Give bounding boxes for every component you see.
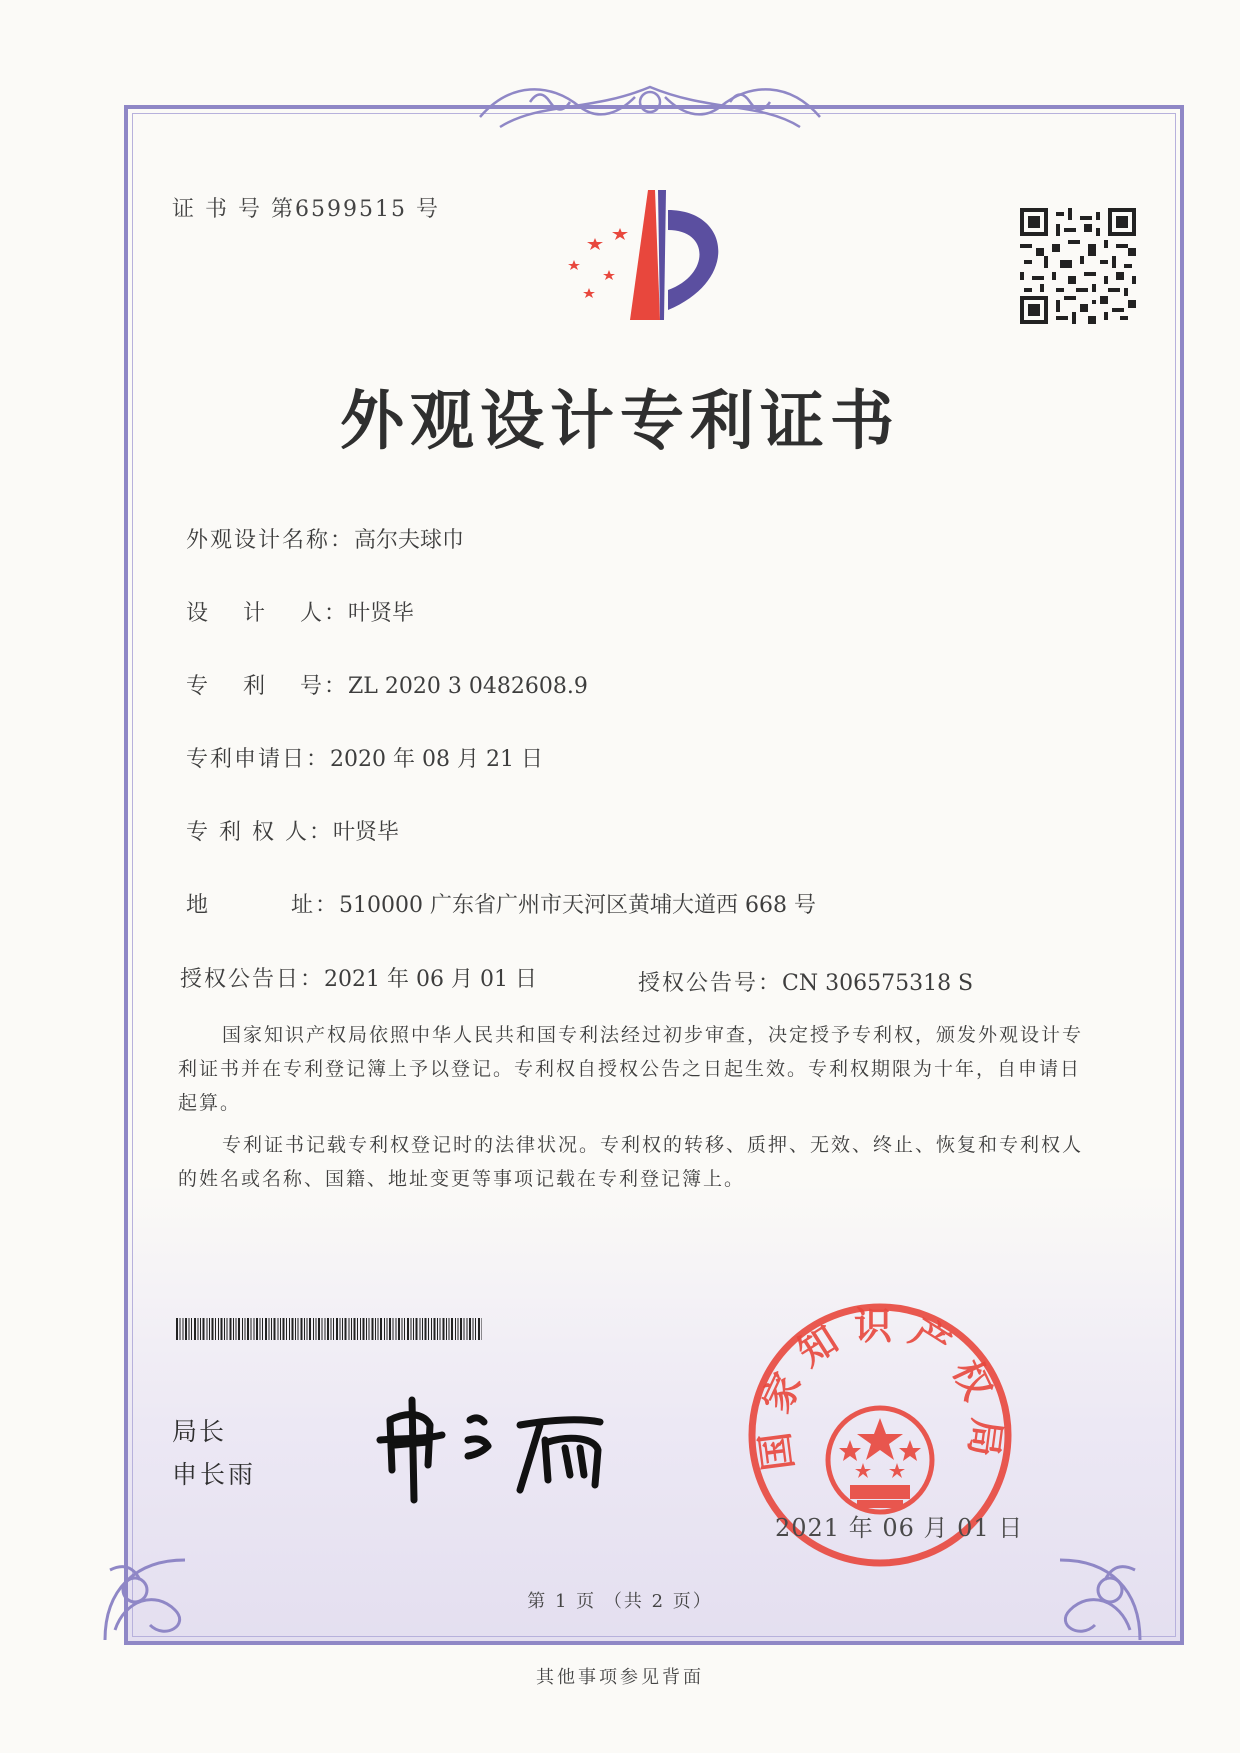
svg-text:国家知识产权局: 国家知识产权局	[749, 1302, 1011, 1474]
field-value: 叶贤毕	[332, 820, 399, 845]
back-note: 其他事项参见背面	[536, 1667, 704, 1688]
field-value: ZL 2020 3 0482608.9	[348, 674, 588, 699]
field-grant-no	[638, 966, 973, 997]
field-label: 授权公告号：	[638, 971, 783, 996]
barcode-icon	[176, 1318, 482, 1340]
page-indicator: 第 1 页 （共 2 页）	[527, 1591, 713, 1612]
certificate-frame	[124, 105, 1184, 1645]
field-label: 外观设计名称：	[186, 528, 355, 553]
top-ornament	[470, 72, 830, 142]
field-value: 2021 年 06 月 01 日	[324, 967, 537, 992]
legal-status-paragraph: 专利证书记载专利权登记时的法律状况。专利权的转移、质押、无效、终止、恢复和专利权人的姓名或名称、国籍、地址变更等事项记载在专利登记簿上。	[178, 1134, 1084, 1190]
field-value: 510000 广东省广州市天河区黄埔大道西 668 号	[339, 893, 816, 918]
field-patent-no	[186, 669, 588, 700]
signatory-name: 申长雨	[172, 1460, 257, 1489]
certificate-number: 证 书 号 第6599515 号	[172, 197, 440, 222]
field-patentee	[186, 815, 399, 846]
handwritten-signature	[370, 1380, 630, 1510]
field-label: 授权公告日：	[180, 967, 325, 992]
field-design-name	[186, 523, 464, 554]
field-label: 设 计 人：	[186, 601, 348, 626]
signatory-title: 局长	[172, 1417, 227, 1446]
field-label: 专 利 号：	[186, 674, 348, 699]
field-value: CN 306575318 S	[782, 971, 974, 996]
field-grant-date	[180, 962, 537, 993]
cnipa-logo-icon	[560, 190, 750, 330]
seal-date: 2021 年 06 月 01 日	[775, 1514, 1024, 1542]
grant-statement-paragraph: 国家知识产权局依照中华人民共和国专利法经过初步审查，决定授予专利权，颁发外观设计专利证书并在专利登记簿上予以登记。专利权自授权公告之日起生效。专利权期限为十年，自申请日起算。	[178, 1024, 1084, 1114]
field-label: 地 址：	[186, 893, 339, 918]
field-value: 叶贤毕	[348, 601, 415, 626]
field-label: 专 利 权 人：	[186, 820, 333, 845]
certificate-title: 外观设计专利证书	[340, 384, 900, 459]
field-value: 高尔夫球巾	[354, 528, 465, 553]
field-designer	[186, 596, 414, 627]
field-address	[186, 888, 816, 919]
field-value: 2020 年 08 月 21 日	[330, 747, 543, 772]
qr-code-icon	[1020, 208, 1136, 324]
field-label: 专利申请日：	[186, 747, 331, 772]
field-filing-date	[186, 742, 543, 773]
